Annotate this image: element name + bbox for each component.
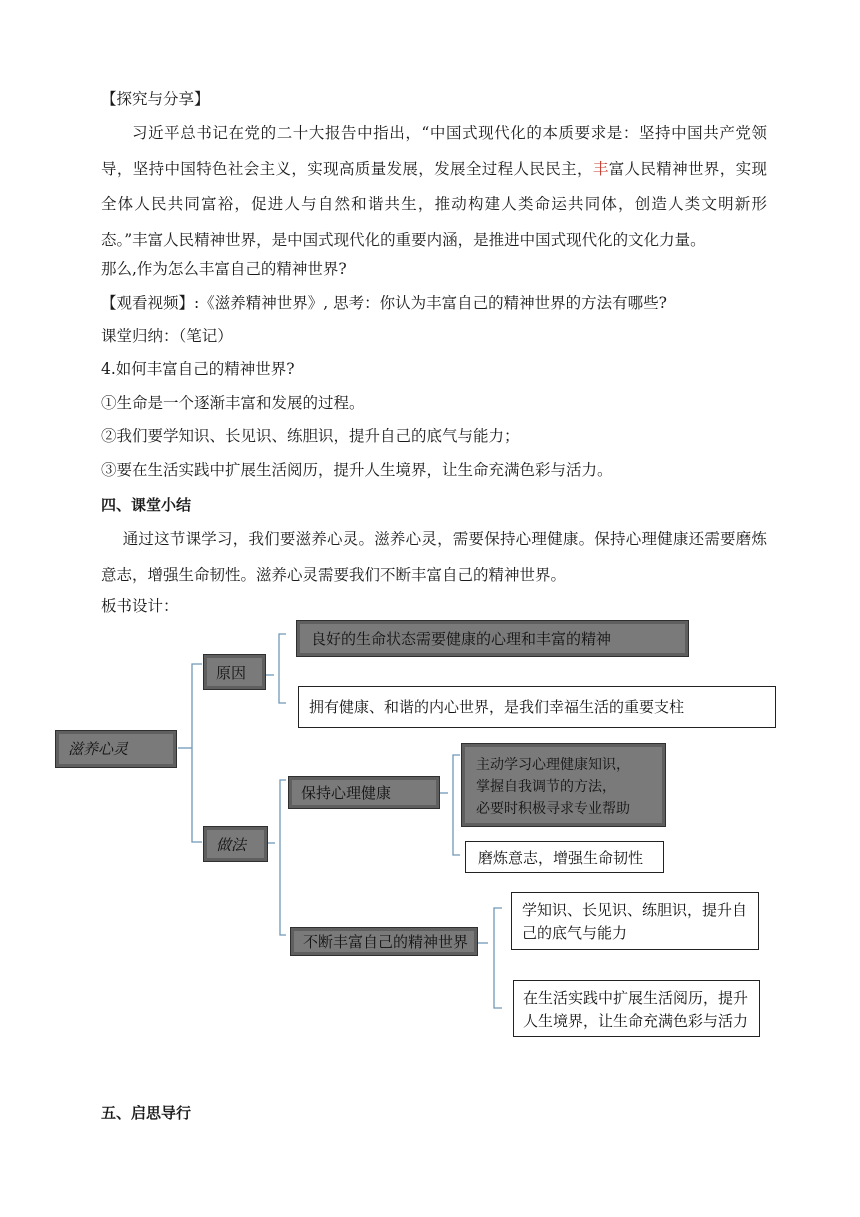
mindmap-keep-health-item-1 xyxy=(461,743,666,827)
mindmap-method-label: 做法 xyxy=(216,836,247,854)
mindmap-keep-health-item-2 xyxy=(465,841,664,873)
mindmap-enrich-label: 不断丰富自己的精神世界 xyxy=(303,933,469,951)
mindmap-root-label: 滋养心灵 xyxy=(68,740,129,758)
mindmap-enrich-item-1 xyxy=(511,892,759,950)
mindmap-method-node xyxy=(203,826,268,862)
mindmap-keep-health-item-1-line2: 掌握自我调节的方法， xyxy=(476,779,616,795)
mindmap-reason-item-1-text: 良好的生命状态需要健康的心理和丰富的精神 xyxy=(311,630,612,648)
section-explore-heading: 【探究与分享】 xyxy=(101,90,210,108)
mindmap-keep-health-label: 保持心理健康 xyxy=(301,784,392,802)
mindmap-enrich-item-2-line1: 在生活实践中扩展生活阅历，提升 xyxy=(523,989,749,1007)
mindmap-reason-item-2-text: 拥有健康、和谐的内心世界，是我们幸福生活的重要支柱 xyxy=(309,698,685,716)
mindmap-reason-label: 原因 xyxy=(216,664,247,682)
mindmap-enrich-node xyxy=(290,927,478,956)
class-summary-label: 课堂归纳：（笔记） xyxy=(101,327,233,345)
section4-heading: 四、课堂小结 xyxy=(101,496,192,514)
mindmap-keep-health-item-2-text: 磨炼意志，增强生命韧性 xyxy=(478,849,644,867)
section5-heading: 五、启思导行 xyxy=(101,1104,192,1122)
mindmap-enrich-item-2-line2: 人生境界，让生命充满色彩与活力 xyxy=(523,1012,749,1030)
point4-title: 4.如何丰富自己的精神世界? xyxy=(101,360,295,378)
question-line: 那么,作为怎么丰富自己的精神世界? xyxy=(101,260,347,278)
mindmap-reason-item-1 xyxy=(296,620,689,657)
mindmap-keep-health-item-1-line1: 主动学习心理健康知识， xyxy=(476,757,630,773)
mindmap-enrich-item-1-line2: 己的底气与能力 xyxy=(522,924,628,942)
mindmap-enrich-item-2 xyxy=(513,980,760,1037)
mindmap-enrich-item-1-line1: 学知识、长见识、练胆识，提升自 xyxy=(522,901,748,919)
quote-part2: 富人民精神世界，实现全体人民共同富裕，促进人与自然和谐共生，推动构建人类命运共同体，创造人类文明新形态。”丰富人民精神世界，是中国式现代化的重要内涵，是推进中国式现代化的文化力量。 xyxy=(101,159,767,249)
summary-paragraph: 通过这节课学习，我们要滋养心灵。滋养心灵，需要保持心理健康。保持心理健康还需要磨炼意志，增强生命韧性。滋养心灵需要我们不断丰富自己的精神世界。 xyxy=(101,530,767,584)
mindmap-reason-item-2 xyxy=(298,686,776,728)
mindmap-reason-node xyxy=(203,654,266,690)
point-2: ②我们要学知识、长见识、练胆识，提升自己的底气与能力； xyxy=(101,427,520,445)
mindmap-keep-health-node xyxy=(288,776,440,809)
mindmap-keep-health-item-1-line3: 必要时积极寻求专业帮助 xyxy=(476,801,630,817)
point-3: ③要在生活实践中扩展生活阅历，提升人生境界，让生命充满色彩与活力。 xyxy=(101,461,613,479)
quote-red-char: 丰 xyxy=(592,159,609,178)
video-line: 【观看视频】:《滋养精神世界》, 思考：你认为丰富自己的精神世界的方法有哪些? xyxy=(101,294,667,312)
mindmap-root xyxy=(55,730,177,768)
point-1: ①生命是一个逐渐丰富和发展的过程。 xyxy=(101,394,365,412)
board-label: 板书设计： xyxy=(101,597,179,615)
quote-part1: 习近平总书记在党的二十大报告中指出，“中国式现代化的本质要求是：坚持中国共产党领导，坚持中国特色社会主义，实现高质量发展，发展全过程人民民主， xyxy=(101,124,767,178)
